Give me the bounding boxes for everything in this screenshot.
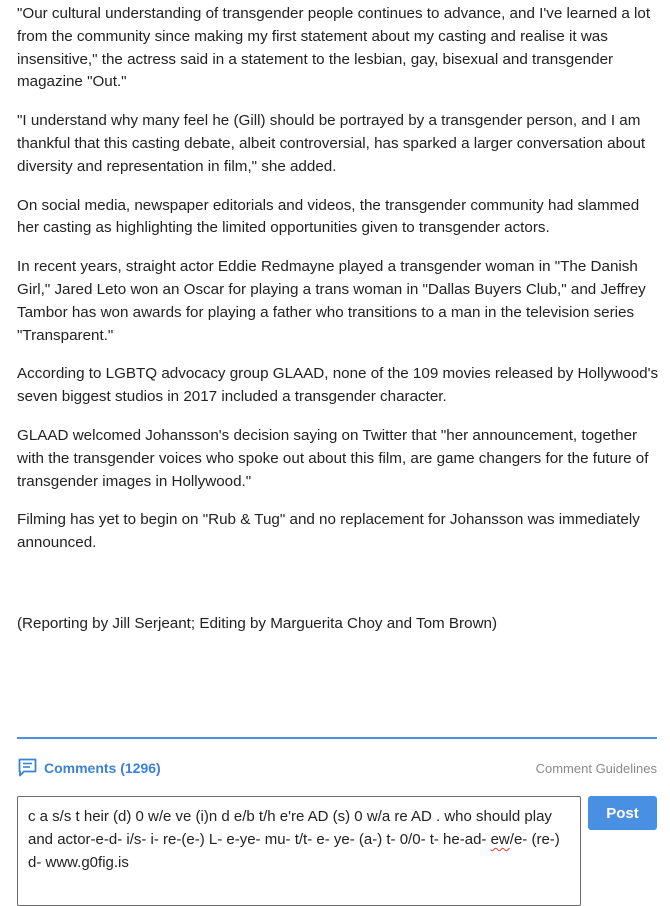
comment-bubble-icon bbox=[17, 757, 38, 778]
article-paragraph: "Our cultural understanding of transgender people continues to advance, and I've learned a lot from the community since making my first statement about my casting and realise it was insensitive," the actress said in a statement to the lesbian, gay, bisexual and transgender magazine "Out." bbox=[17, 5, 651, 91]
post-button[interactable]: Post bbox=[588, 796, 657, 830]
misspelled-word: ew bbox=[490, 831, 510, 848]
comments-count-label: Comments (1296) bbox=[44, 759, 161, 776]
article-paragraph: On social media, newspaper editorials and videos, the transgender community had slammed her casting as highlighting the limited opportunities given to transgender actors. bbox=[17, 196, 640, 237]
article-paragraph: Filming has yet to begin on "Rub & Tug" and no replacement for Johansson was immediately announced. bbox=[17, 511, 640, 552]
article-body bbox=[17, 3, 662, 652]
comments-header bbox=[17, 757, 657, 781]
article-credit: (Reporting by Jill Serjeant; Editing by Marguerita Choy and Tom Brown) bbox=[17, 614, 498, 632]
article-paragraph: GLAAD welcomed Johansson's decision saying on Twitter that "her announcement, together with the transgender voices who spoke out about this film, are game changers for the future of transgender images in Hollywood." bbox=[17, 426, 649, 490]
article-paragraph: According to LGBTQ advocacy group GLAAD, none of the 109 movies released by Hollywood's seven biggest studios in 2017 included a transgender character. bbox=[17, 365, 659, 406]
article-paragraph: "I understand why many feel he (Gill) should be portrayed by a transgender person, and I am thankful that this casting debate, albeit controversial, has sparked a larger conversation about diversity and representation in film," she added. bbox=[17, 112, 646, 175]
comments-divider bbox=[17, 737, 657, 739]
comment-guidelines-link[interactable]: Comment Guidelines bbox=[535, 761, 657, 776]
comment-input[interactable] bbox=[17, 796, 581, 906]
comment-draft-text-end: /e- (re-) d- www.g0fig.is bbox=[28, 831, 560, 871]
comment-draft-text: c a s/s t heir (d) 0 w/e ve (i)n d e/b t/h e're AD (s) 0 w/a re AD . who should play and actor-e-d- i/s- i- re-(e-) L- e-ye- mu- t/t- e- ye- (a-) t- 0/0- t- he-ad- bbox=[28, 808, 552, 848]
article-paragraph: In recent years, straight actor Eddie Redmayne played a transgender woman in "The Danish Girl," Jared Leto won an Oscar for playing a trans woman in "Dallas Buyers Club," and Jeffrey Tambor has won awards for playing a father who transitions to a man in the television series "Transparent." bbox=[17, 258, 646, 344]
comments-link[interactable] bbox=[17, 757, 161, 778]
